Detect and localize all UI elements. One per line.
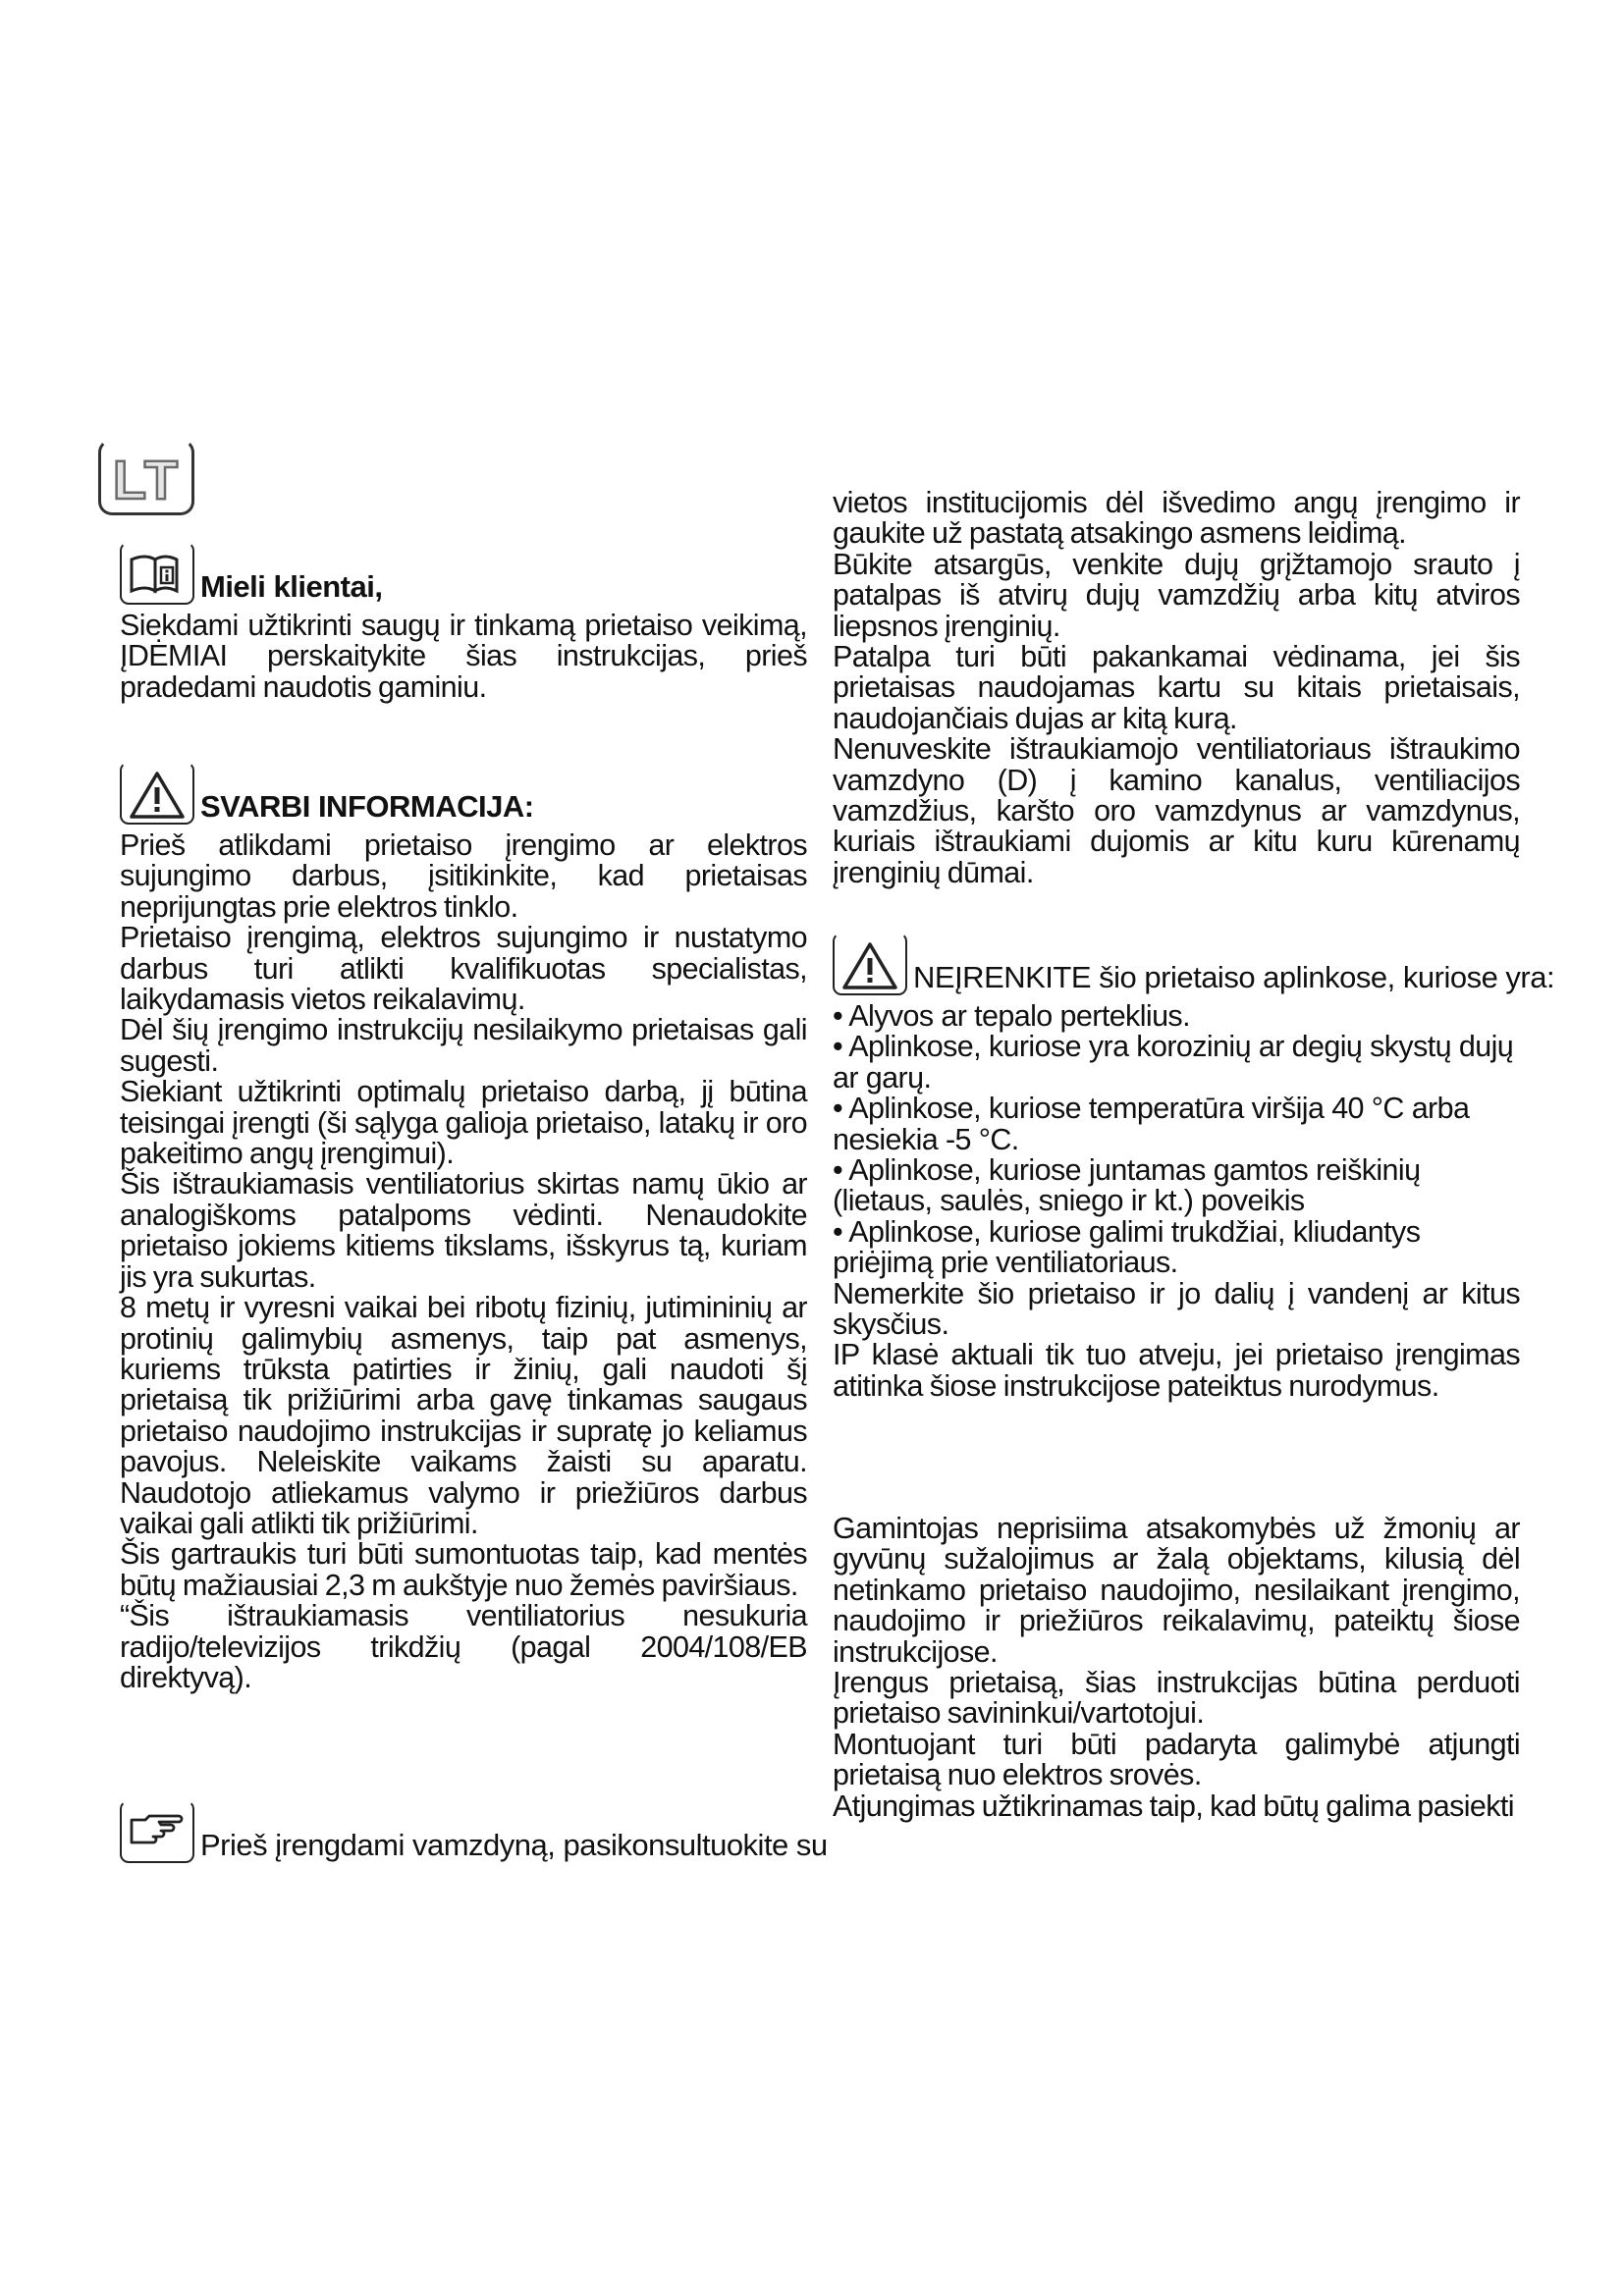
manual-info-icon (120, 542, 194, 605)
note-row (120, 1800, 828, 1869)
warning-icon-frame (120, 762, 194, 825)
warning-triangle-icon (839, 936, 901, 991)
right-bottom-body (833, 1514, 1520, 1822)
dear-customers-text: Siekdami užtikrinti saugų ir tinkamą prietaiso veikimą, ĮDĖMIAI perskaitykite šias instrukcijas, prieš pradedami naudotis gaminiu. (120, 609, 807, 704)
bullet-item: • Alyvos ar tepalo perteklius. (833, 999, 1190, 1033)
right-paragraph: Atjungimas užtikrinamas taip, kad būtų galima pasiekti (833, 1789, 1514, 1823)
language-badge (98, 439, 194, 515)
warning-icon-frame (833, 933, 907, 995)
bullet-item: • Aplinkose, kuriose temperatūra viršija 40 °C arba nesiekia -5 °C. (833, 1092, 1470, 1156)
do-not-install-title: NEĮRENKITE šio prietaiso aplinkose, kuriose yra: (913, 960, 1555, 994)
important-paragraph: Šis ištraukiamasis ventiliatorius skirtas namų ūkio ar analogiškoms patalpoms vėdinti. Nenaudokite prietaiso jokiems kitiems tikslams, išskyrus tą, kuriam jis yra sukurtas. (120, 1167, 807, 1294)
pointing-hand-icon-frame (120, 1800, 194, 1863)
right-paragraph: Gamintojas neprisiima atsakomybės už žmonių ar gyvūnų sužalojimus ar žalą objektams, kilusią dėl netinkamo prietaiso naudojimo, nesilaikant įrengimo, naudojimo ir priežiūros reikalavimų, pateiktų šiose instrukcijose. (833, 1512, 1520, 1669)
dear-customers-heading (120, 542, 807, 611)
important-paragraph: Šis gartraukis turi būti sumontuotas taip, kad mentės būtų mažiausiai 2,3 m aukštyje nuo žemės paviršiaus. (120, 1537, 807, 1602)
bullet-item: • Aplinkose, kuriose juntamas gamtos reiškinių (lietaus, saulės, sniego ir kt.) poveikis (833, 1153, 1421, 1218)
important-paragraph: 8 metų ir vyresni vaikai bei ribotų fizinių, jutimininių ar protinių galimybių asmenys, taip pat asmenys, kuriems trūksta patirties ir žinių, gali naudoti šį prietaisą tik prižiūrimi arba gavę tinkamas saugaus prietaiso naudojimo instrukcijas ir supratę jo keliamus pavojus. Neleiskite vaikams žaisti su aparatu. Naudotojo atliekamus valymo ir priežiūros darbus vaikai gali atlikti tik prižiūrimi. (120, 1291, 807, 1540)
dear-customers-title: Mieli klientai, (200, 569, 383, 604)
important-paragraph: Dėl šių įrengimo instrukcijų nesilaikymo prietaisas gali sugesti. (120, 1013, 807, 1078)
note-text: Prieš įrengdami vamzdyną, pasikonsultuokite su (200, 1828, 828, 1862)
dear-customers-body (120, 611, 807, 703)
important-heading (120, 762, 807, 830)
right-paragraph: Įrengus prietaisą, šias instrukcijas būtina perduoti prietaiso savininkui/vartotojui. (833, 1666, 1520, 1731)
important-paragraph: Siekiant užtikrinti optimalų prietaiso darbą, jį būtina teisingai įrengti (ši sąlyga galioja prietaiso, latakų ir oro pakeitimo angų įrengimui). (120, 1075, 807, 1171)
right-paragraph: Montuojant turi būti padaryta galimybė atjungti prietaisą nuo elektros srovės. (833, 1727, 1520, 1792)
do-not-install-heading (833, 933, 1555, 1001)
important-paragraph: Prieš atlikdami prietaiso įrengimo ar elektros sujungimo darbus, įsitikinkite, kad prietaisas neprijungtas prie elektros tinklo. (120, 828, 807, 924)
right-paragraph: Būkite atsargūs, venkite dujų grįžtamojo srauto į patalpas iš atvirų dujų vamzdžių arba kitų atviros liepsnos įrenginių. (833, 547, 1520, 643)
right-paragraph: Nemerkite šio prietaiso ir jo dalių į vandenį ar kitus skysčius. (833, 1276, 1520, 1342)
important-paragraph: “Šis ištraukiamasis ventiliatorius nesukuria radijo/televizijos trikdžių (pagal 2004/108/EB direktyvą). (120, 1599, 807, 1694)
right-paragraph: Patalpa turi būti pakankamai vėdinama, jei šis prietaisas naudojamas kartu su kitais prietaisais, naudojančiais dujas ar kitą kurą. (833, 640, 1520, 735)
right-paragraph: IP klasė aktuali tik tuo atveju, jei prietaiso įrengimas atitinka šiose instrukcijose pateiktus nurodymus. (833, 1338, 1520, 1403)
important-paragraph: Prietaiso įrengimą, elektros sujungimo ir nustatymo darbus turi atlikti kvalifikuotas specialistas, laikydamasis vietos reikalavimų. (120, 921, 807, 1017)
do-not-install-body (833, 1001, 1520, 1402)
bullet-item: • Aplinkose, kuriose galimi trukdžiai, kliudantys priėjimą prie ventiliatoriaus. (833, 1214, 1421, 1280)
pointing-hand-icon (126, 1804, 189, 1859)
important-title: SVARBI INFORMACIJA: (200, 789, 534, 824)
warning-triangle-icon (126, 766, 189, 821)
right-paragraph: vietos institucijomis dėl išvedimo angų įrengimo ir gaukite už pastatą atsakingo asmens leidimą. (833, 486, 1520, 551)
right-paragraph: Nenuveskite ištraukiamojo ventiliatoriaus ištraukimo vamzdyno (D) į kamino kanalus, ventiliacijos vamzdžius, karšto oro vamzdynus ar vamzdynus, kuriais ištraukiami dujomis ar kitu kuru kūrenamų įrenginių dūmai. (833, 732, 1520, 889)
right-top-body (833, 488, 1520, 888)
bullet-item: • Aplinkose, kuriose yra korozinių ar degių skystų dujų ar garų. (833, 1030, 1514, 1095)
important-body (120, 830, 807, 1693)
language-badge-label: LT (112, 449, 181, 510)
